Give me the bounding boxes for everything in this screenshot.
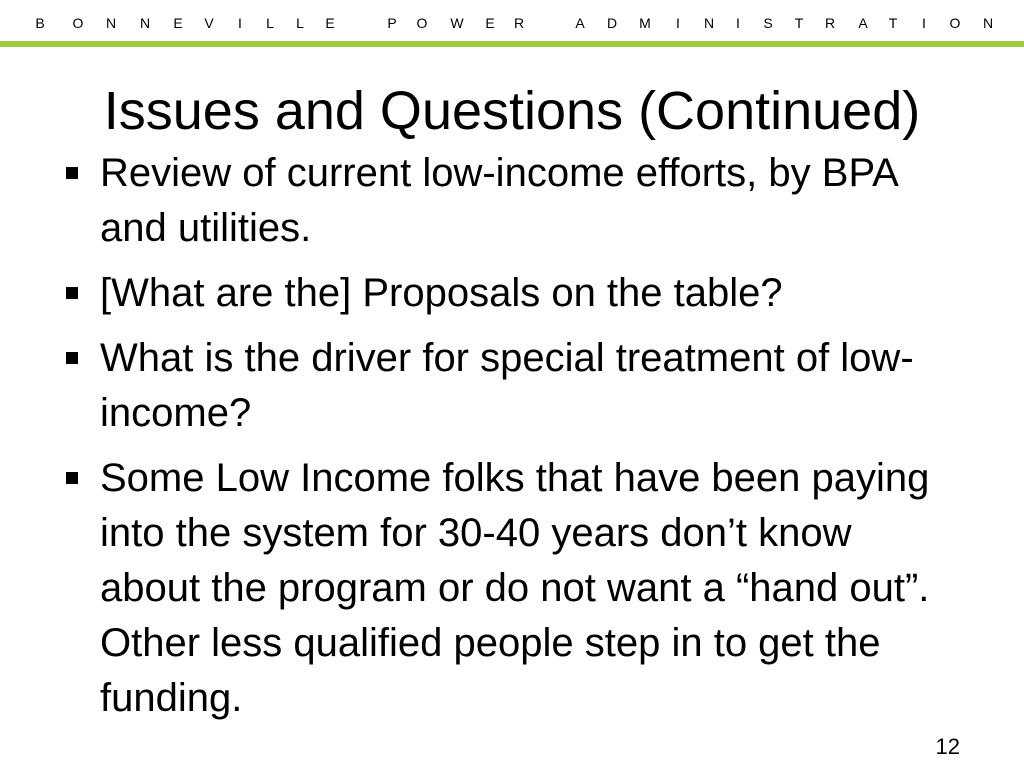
organization-letter: L: [266, 15, 274, 31]
organization-letter: B: [35, 15, 45, 31]
organization-letter: N: [982, 15, 994, 31]
organization-letter: W: [450, 15, 464, 31]
organization-letter: A: [858, 15, 868, 31]
bullet-text: Review of current low-income efforts, by BPA and utilities.: [100, 151, 897, 250]
organization-name: [0, 13, 1024, 33]
organization-letter: O: [949, 15, 961, 31]
page-number: 12: [935, 734, 960, 759]
organization-letter: E: [173, 15, 183, 31]
slide-title: Issues and Questions (Continued): [103, 81, 921, 141]
bullet-item: [62, 331, 962, 441]
organization-letter: L: [296, 15, 304, 31]
organization-letter: I: [238, 15, 242, 31]
organization-letter: R: [824, 15, 836, 31]
bullet-item: [62, 146, 962, 256]
bullet-list: [62, 146, 962, 736]
header-accent-bar: [0, 41, 1024, 47]
organization-letter: N: [139, 15, 151, 31]
organization-letter: E: [325, 15, 335, 31]
bullet-item: [62, 451, 962, 726]
organization-letter: N: [703, 15, 715, 31]
square-bullet-icon: [66, 472, 78, 484]
bullet-item: [62, 266, 962, 321]
slide-header: [0, 0, 1024, 44]
square-bullet-icon: [66, 167, 78, 179]
organization-letter: V: [204, 15, 214, 31]
organization-letter: I: [676, 15, 680, 31]
organization-letter: P: [387, 15, 397, 31]
organization-letter: I: [736, 15, 740, 31]
bullet-text: Some Low Income folks that have been paying into the system for 30-40 years don’t know about the program or do not want a “hand out”. Other less qualified people step in to get the funding.: [100, 456, 930, 720]
organization-letter: M: [639, 15, 651, 31]
bullet-text: What is the driver for special treatment of low-income?: [100, 336, 914, 435]
organization-letter: O: [72, 15, 84, 31]
organization-letter: D: [606, 15, 618, 31]
organization-letter: E: [485, 15, 495, 31]
organization-letter: O: [416, 15, 428, 31]
organization-letter: A: [575, 15, 585, 31]
organization-letter: T: [888, 15, 898, 31]
organization-letter: N: [105, 15, 117, 31]
square-bullet-icon: [66, 287, 78, 299]
square-bullet-icon: [66, 352, 78, 364]
organization-letter: S: [763, 15, 773, 31]
bullet-text: [What are the] Proposals on the table?: [100, 271, 783, 315]
organization-letter: R: [513, 15, 525, 31]
organization-letter: I: [922, 15, 926, 31]
organization-letter: T: [794, 15, 804, 31]
